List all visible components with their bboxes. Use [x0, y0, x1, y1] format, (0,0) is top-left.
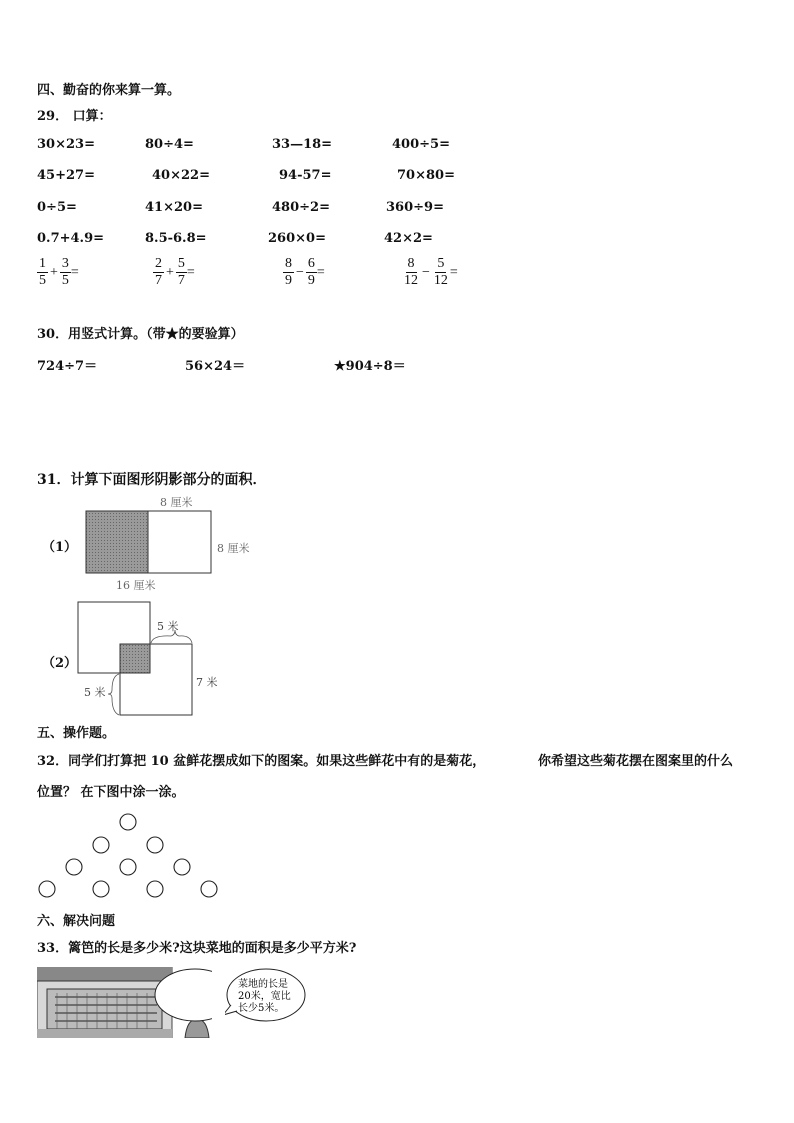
label-top: 5 米: [157, 620, 179, 633]
label-top: 8 厘米: [160, 496, 193, 509]
expr: 400÷5=: [392, 137, 450, 152]
flower-pot[interactable]: [66, 859, 82, 875]
q32-text-2: 位置？ 在下图中涂一涂。: [37, 785, 185, 800]
label-right: 8 厘米: [217, 542, 250, 555]
shaded-square: [86, 511, 148, 573]
flower-pot[interactable]: [174, 859, 190, 875]
section4-title: 四、勤奋的你来算一算。: [37, 83, 181, 98]
fraction-expr: $\frac{8}{12}$ − $\frac{5}{12}$ =: [404, 256, 458, 288]
flower-pot[interactable]: [201, 881, 217, 897]
expr: 0.7+4.9=: [37, 231, 105, 246]
bubble-line-3: 长少5米。: [238, 1003, 285, 1014]
flower-pot[interactable]: [93, 837, 109, 853]
expr: 80÷4=: [145, 137, 194, 152]
fraction-expr: $\frac{1}{5}$ + $\frac{3}{5}$ =: [39, 256, 79, 288]
expr: 0÷5=: [37, 200, 77, 215]
flower-pot[interactable]: [120, 814, 136, 830]
bubble-line-2: 20米，宽比: [238, 991, 291, 1002]
expr: 480÷2=: [272, 200, 330, 215]
expr: 33—18=: [272, 137, 333, 152]
fraction-expr: $\frac{2}{7}$ + $\frac{5}{7}$ =: [155, 256, 195, 288]
expr: 30×23=: [37, 137, 95, 152]
brace-left: [108, 674, 119, 715]
vertical-calc: 56×24＝: [185, 359, 246, 374]
expr: 45+27=: [37, 168, 95, 183]
bubble-line-1: 菜地的长是: [238, 979, 288, 990]
expr: 8.5-6.8=: [145, 231, 207, 246]
section6-title: 六、解决问题: [37, 914, 116, 929]
q30-title: 30．用竖式计算。（带★的要验算）: [37, 327, 244, 342]
shaded-overlap: [120, 644, 150, 673]
expr: 360÷9=: [386, 200, 444, 215]
q29-title: 29． 口算：: [37, 109, 112, 124]
q32-text-a: 32．同学们打算把 10 盆鲜花摆成如下的图案。如果这些鲜花中有的是菊花，: [37, 754, 486, 769]
vegetable-garden-illustration: [37, 967, 212, 1038]
vertical-calc: 724÷7＝: [37, 359, 98, 374]
flower-triangle: [36, 812, 226, 902]
section5-title: 五、操作题。: [37, 726, 116, 741]
vertical-calc: ★904÷8＝: [334, 359, 406, 374]
figure1-diagram: [80, 492, 270, 596]
expr: 41×20=: [145, 200, 203, 215]
expr: 94-57=: [279, 168, 332, 183]
flower-pot[interactable]: [39, 881, 55, 897]
flower-pot[interactable]: [147, 881, 163, 897]
expr: 40×22=: [152, 168, 210, 183]
q32-text-b: 你希望这些菊花摆在图案里的什么: [538, 754, 734, 769]
expr: 42×2=: [384, 231, 433, 246]
label-left: 5 米: [84, 686, 106, 699]
white-square: [148, 511, 211, 573]
figure1-label: （1）: [42, 540, 78, 555]
expr: 70×80=: [397, 168, 455, 183]
figure2-diagram: [75, 600, 235, 718]
q31-title: 31．计算下面图形阴影部分的面积．: [37, 472, 267, 488]
flower-pot[interactable]: [120, 859, 136, 875]
label-bottom: 16 厘米: [116, 579, 156, 592]
expr: 260×0=: [268, 231, 326, 246]
speech-bubble-shape: [225, 967, 307, 1027]
flower-pot[interactable]: [93, 881, 109, 897]
q33-title: 33．篱笆的长是多少米?这块菜地的面积是多少平方米?: [37, 941, 357, 956]
figure2-label: （2）: [42, 656, 78, 671]
label-right: 7 米: [196, 676, 218, 689]
fraction-expr: $\frac{8}{9}$ − $\frac{6}{9}$ =: [285, 256, 325, 288]
flower-pot[interactable]: [147, 837, 163, 853]
